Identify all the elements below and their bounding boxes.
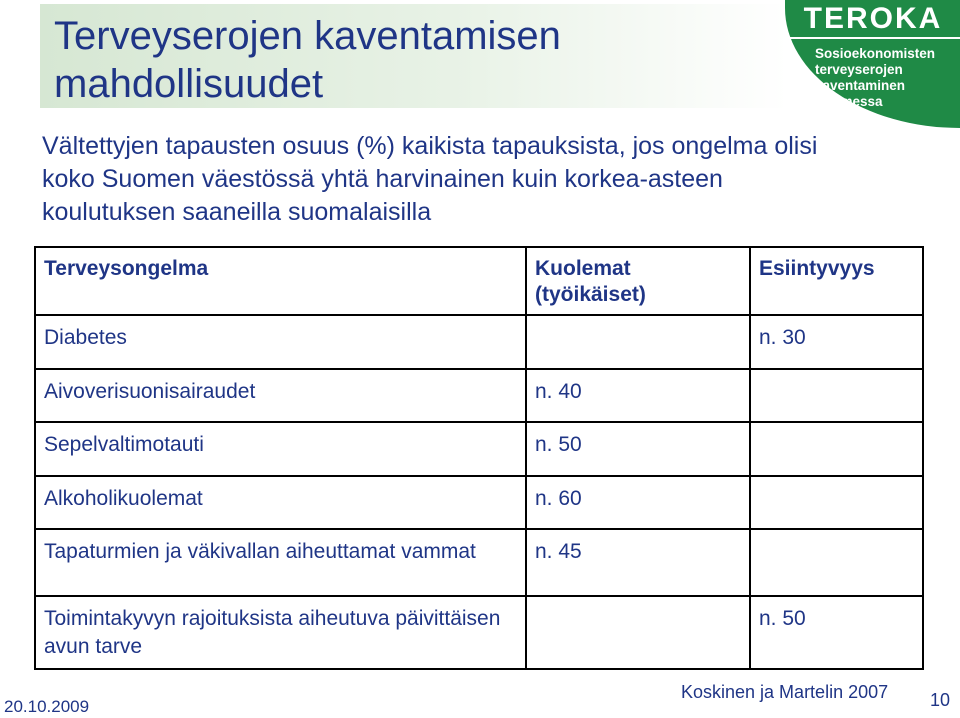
slide-subtitle: Vältettyjen tapausten osuus (%) kaikista tapauksista, jos ongelma olisi koko Suomen väestössä yhtä harvinainen kuin korkea-asteen koulutuksen saaneilla suomalaisilla [42,132,818,226]
header-deaths: Kuolemat (työikäiset) [526,247,750,315]
logo-subtitle: Sosioekonomisten terveyserojen kaventaminen Suomessa [815,46,936,109]
teroka-logo [785,0,960,128]
cell-deaths: n. 45 [526,529,750,596]
cell-problem: Aivoverisuonisairaudet [35,369,526,423]
cell-problem: Diabetes [35,315,526,369]
cell-prevalence [750,529,923,596]
header-health-problem: Terveysongelma [35,247,526,315]
page-number: 10 [930,690,951,710]
cell-deaths: n. 40 [526,369,750,423]
cell-prevalence: n. 30 [750,315,923,369]
page-title: Terveyserojen kaventamisen mahdollisuudet [54,14,561,106]
table-row [35,529,923,596]
cell-deaths: n. 60 [526,476,750,530]
cell-deaths [526,596,750,669]
cell-deaths: n. 50 [526,422,750,476]
logo-name: TEROKA [803,2,943,35]
header-prevalence: Esiintyvyys [750,247,923,315]
cell-prevalence [750,476,923,530]
cell-problem: Alkoholikuolemat [35,476,526,530]
logo-divider [785,37,960,39]
cell-problem: Toimintakyvyn rajoituksista aiheutuva päivittäisen avun tarve [35,596,526,669]
footer-source: Koskinen ja Martelin 2007 [681,682,889,702]
cell-deaths [526,315,750,369]
cell-problem: Sepelvaltimotauti [35,422,526,476]
table-row [35,596,923,669]
footer-date: 20.10.2009 [4,697,90,716]
table-row [35,422,923,476]
cell-prevalence [750,422,923,476]
table-row [35,315,923,369]
cell-problem: Tapaturmien ja väkivallan aiheuttamat vammat [35,529,526,596]
results-table [34,246,924,670]
cell-prevalence: n. 50 [750,596,923,669]
table-header-row [35,247,923,315]
table-row [35,369,923,423]
cell-prevalence [750,369,923,423]
table-row [35,476,923,530]
